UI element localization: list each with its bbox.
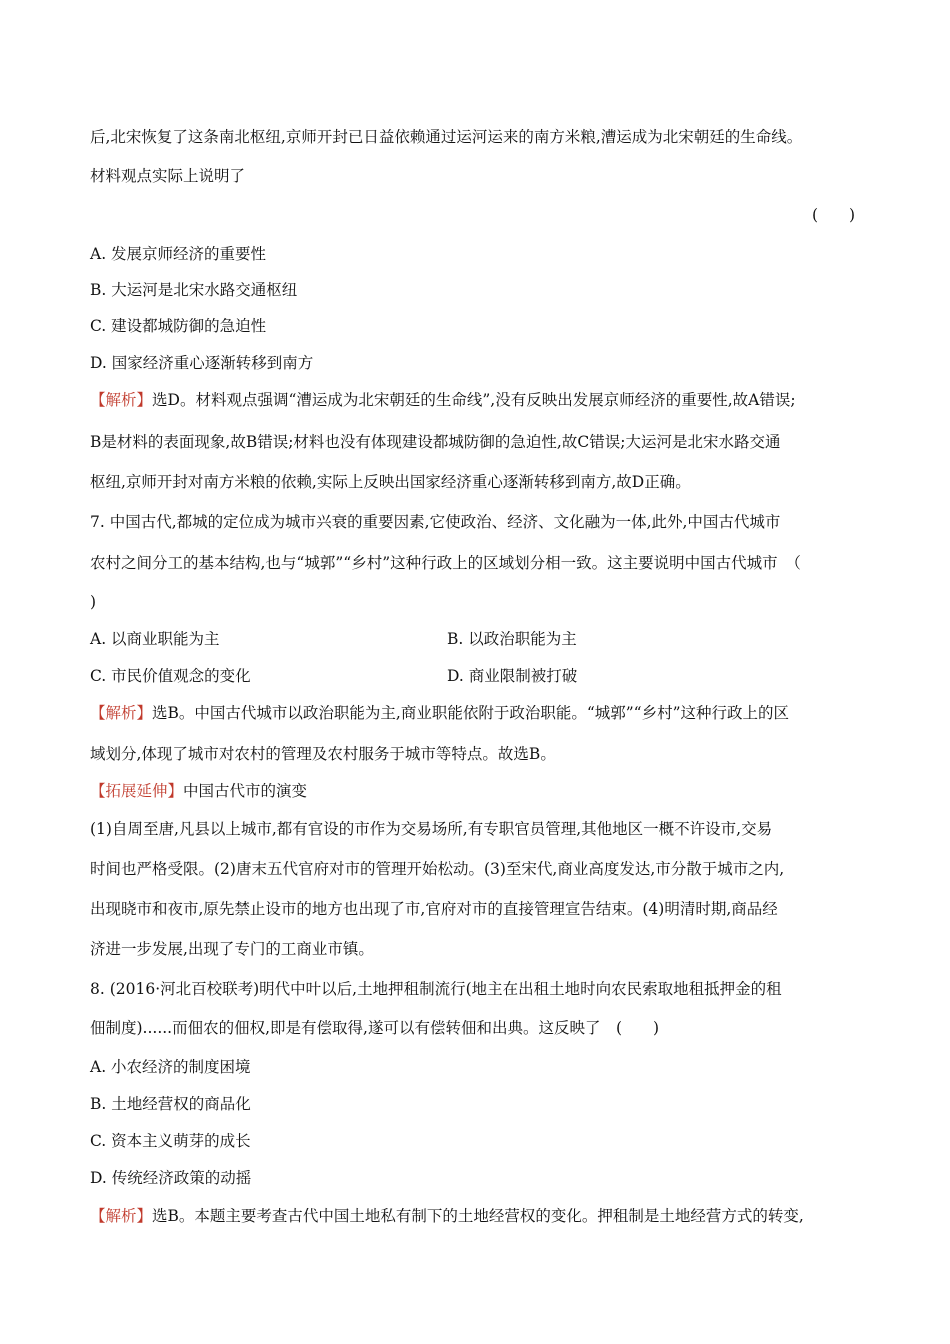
option-row bbox=[90, 666, 578, 686]
extension-line: 出现晓市和夜市,原先禁止设市的地方也出现了市,官府对市的直接管理宣告结束。(4)明清时期,商品经 bbox=[90, 900, 778, 918]
analysis-line: 枢纽,京师开封对南方米粮的依赖,实际上反映出国家经济重心逐渐转移到南方,故D正确。 bbox=[90, 473, 691, 491]
option-row bbox=[90, 629, 577, 649]
question-8-line: 佃制度)......而佃农的佃权,即是有偿取得,遂可以有偿转佃和出典。这反映了 ( ) bbox=[90, 1019, 660, 1037]
analysis-line: 域划分,体现了城市对农村的管理及农村服务于城市等特点。故选B。 bbox=[90, 745, 556, 763]
analysis-tag: 【解析】 bbox=[90, 1207, 153, 1225]
question-7-line: ) bbox=[90, 593, 97, 611]
analysis-line: B是材料的表面现象,故B错误;材料也没有体现建设都城防御的急迫性,故C错误;大运河是北宋水路交通 bbox=[90, 433, 781, 451]
question-7: 7. 中国古代,都城的定位成为城市兴衰的重要因素,它使政治、经济、文化融为一体,此外,中国古代城市 bbox=[90, 513, 781, 531]
option-b: B. 以政治职能为主 bbox=[447, 630, 577, 648]
analysis-tag: 【解析】 bbox=[90, 391, 153, 409]
analysis-line: 【解析】选D。材料观点强调“漕运成为北宋朝廷的生命线”,没有反映出发展京师经济的重要性,故A错误; bbox=[90, 391, 796, 409]
text-line: 后,北宋恢复了这条南北枢纽,京师开封已日益依赖通过运河运来的南方米粮,漕运成为北宋朝廷的生命线。 bbox=[90, 128, 803, 146]
option-c: C. 建设都城防御的急迫性 bbox=[90, 317, 267, 335]
option-d: D. 国家经济重心逐渐转移到南方 bbox=[90, 354, 314, 372]
analysis-line: 【解析】选B。本题主要考查古代中国土地私有制下的土地经营权的变化。押租制是土地经营方式的转变, bbox=[90, 1207, 804, 1225]
option-a: A. 以商业职能为主 bbox=[90, 630, 220, 648]
analysis-line: 【解析】选B。中国古代城市以政治职能为主,商业职能依附于政治职能。“城郭”“乡村”这种行政上的区 bbox=[90, 704, 790, 722]
extension-heading: 【拓展延伸】中国古代市的演变 bbox=[90, 782, 308, 800]
option-b: B. 大运河是北宋水路交通枢纽 bbox=[90, 281, 298, 299]
option-b: B. 土地经营权的商品化 bbox=[90, 1095, 251, 1113]
extension-line: 时间也严格受限。(2)唐末五代官府对市的管理开始松动。(3)至宋代,商业高度发达,市分散于城市之内, bbox=[90, 860, 785, 878]
option-d: D. 传统经济政策的动摇 bbox=[90, 1169, 252, 1187]
extension-tag: 【拓展延伸】 bbox=[90, 782, 184, 800]
answer-bracket: ( ) bbox=[812, 206, 856, 224]
option-c: C. 资本主义萌芽的成长 bbox=[90, 1132, 251, 1150]
option-c: C. 市民价值观念的变化 bbox=[90, 667, 251, 685]
analysis-tag: 【解析】 bbox=[90, 704, 153, 722]
option-a: A. 发展京师经济的重要性 bbox=[90, 245, 267, 263]
option-a: A. 小农经济的制度困境 bbox=[90, 1058, 251, 1076]
text-line: 材料观点实际上说明了 bbox=[90, 167, 246, 185]
question-8: 8. (2016·河北百校联考)明代中叶以后,土地押租制流行(地主在出租土地时向农民索取地租抵押金的租 bbox=[90, 980, 782, 998]
extension-line: 济进一步发展,出现了专门的工商业市镇。 bbox=[90, 940, 374, 958]
option-d: D. 商业限制被打破 bbox=[447, 667, 578, 685]
extension-line: (1)自周至唐,凡县以上城市,都有官设的市作为交易场所,有专职官员管理,其他地区一概不许设市,交易 bbox=[90, 820, 773, 838]
question-7-line: 农村之间分工的基本结构,也与“城郭”“乡村”这种行政上的区域划分相一致。这主要说明中国古代城市 （ bbox=[90, 554, 801, 572]
